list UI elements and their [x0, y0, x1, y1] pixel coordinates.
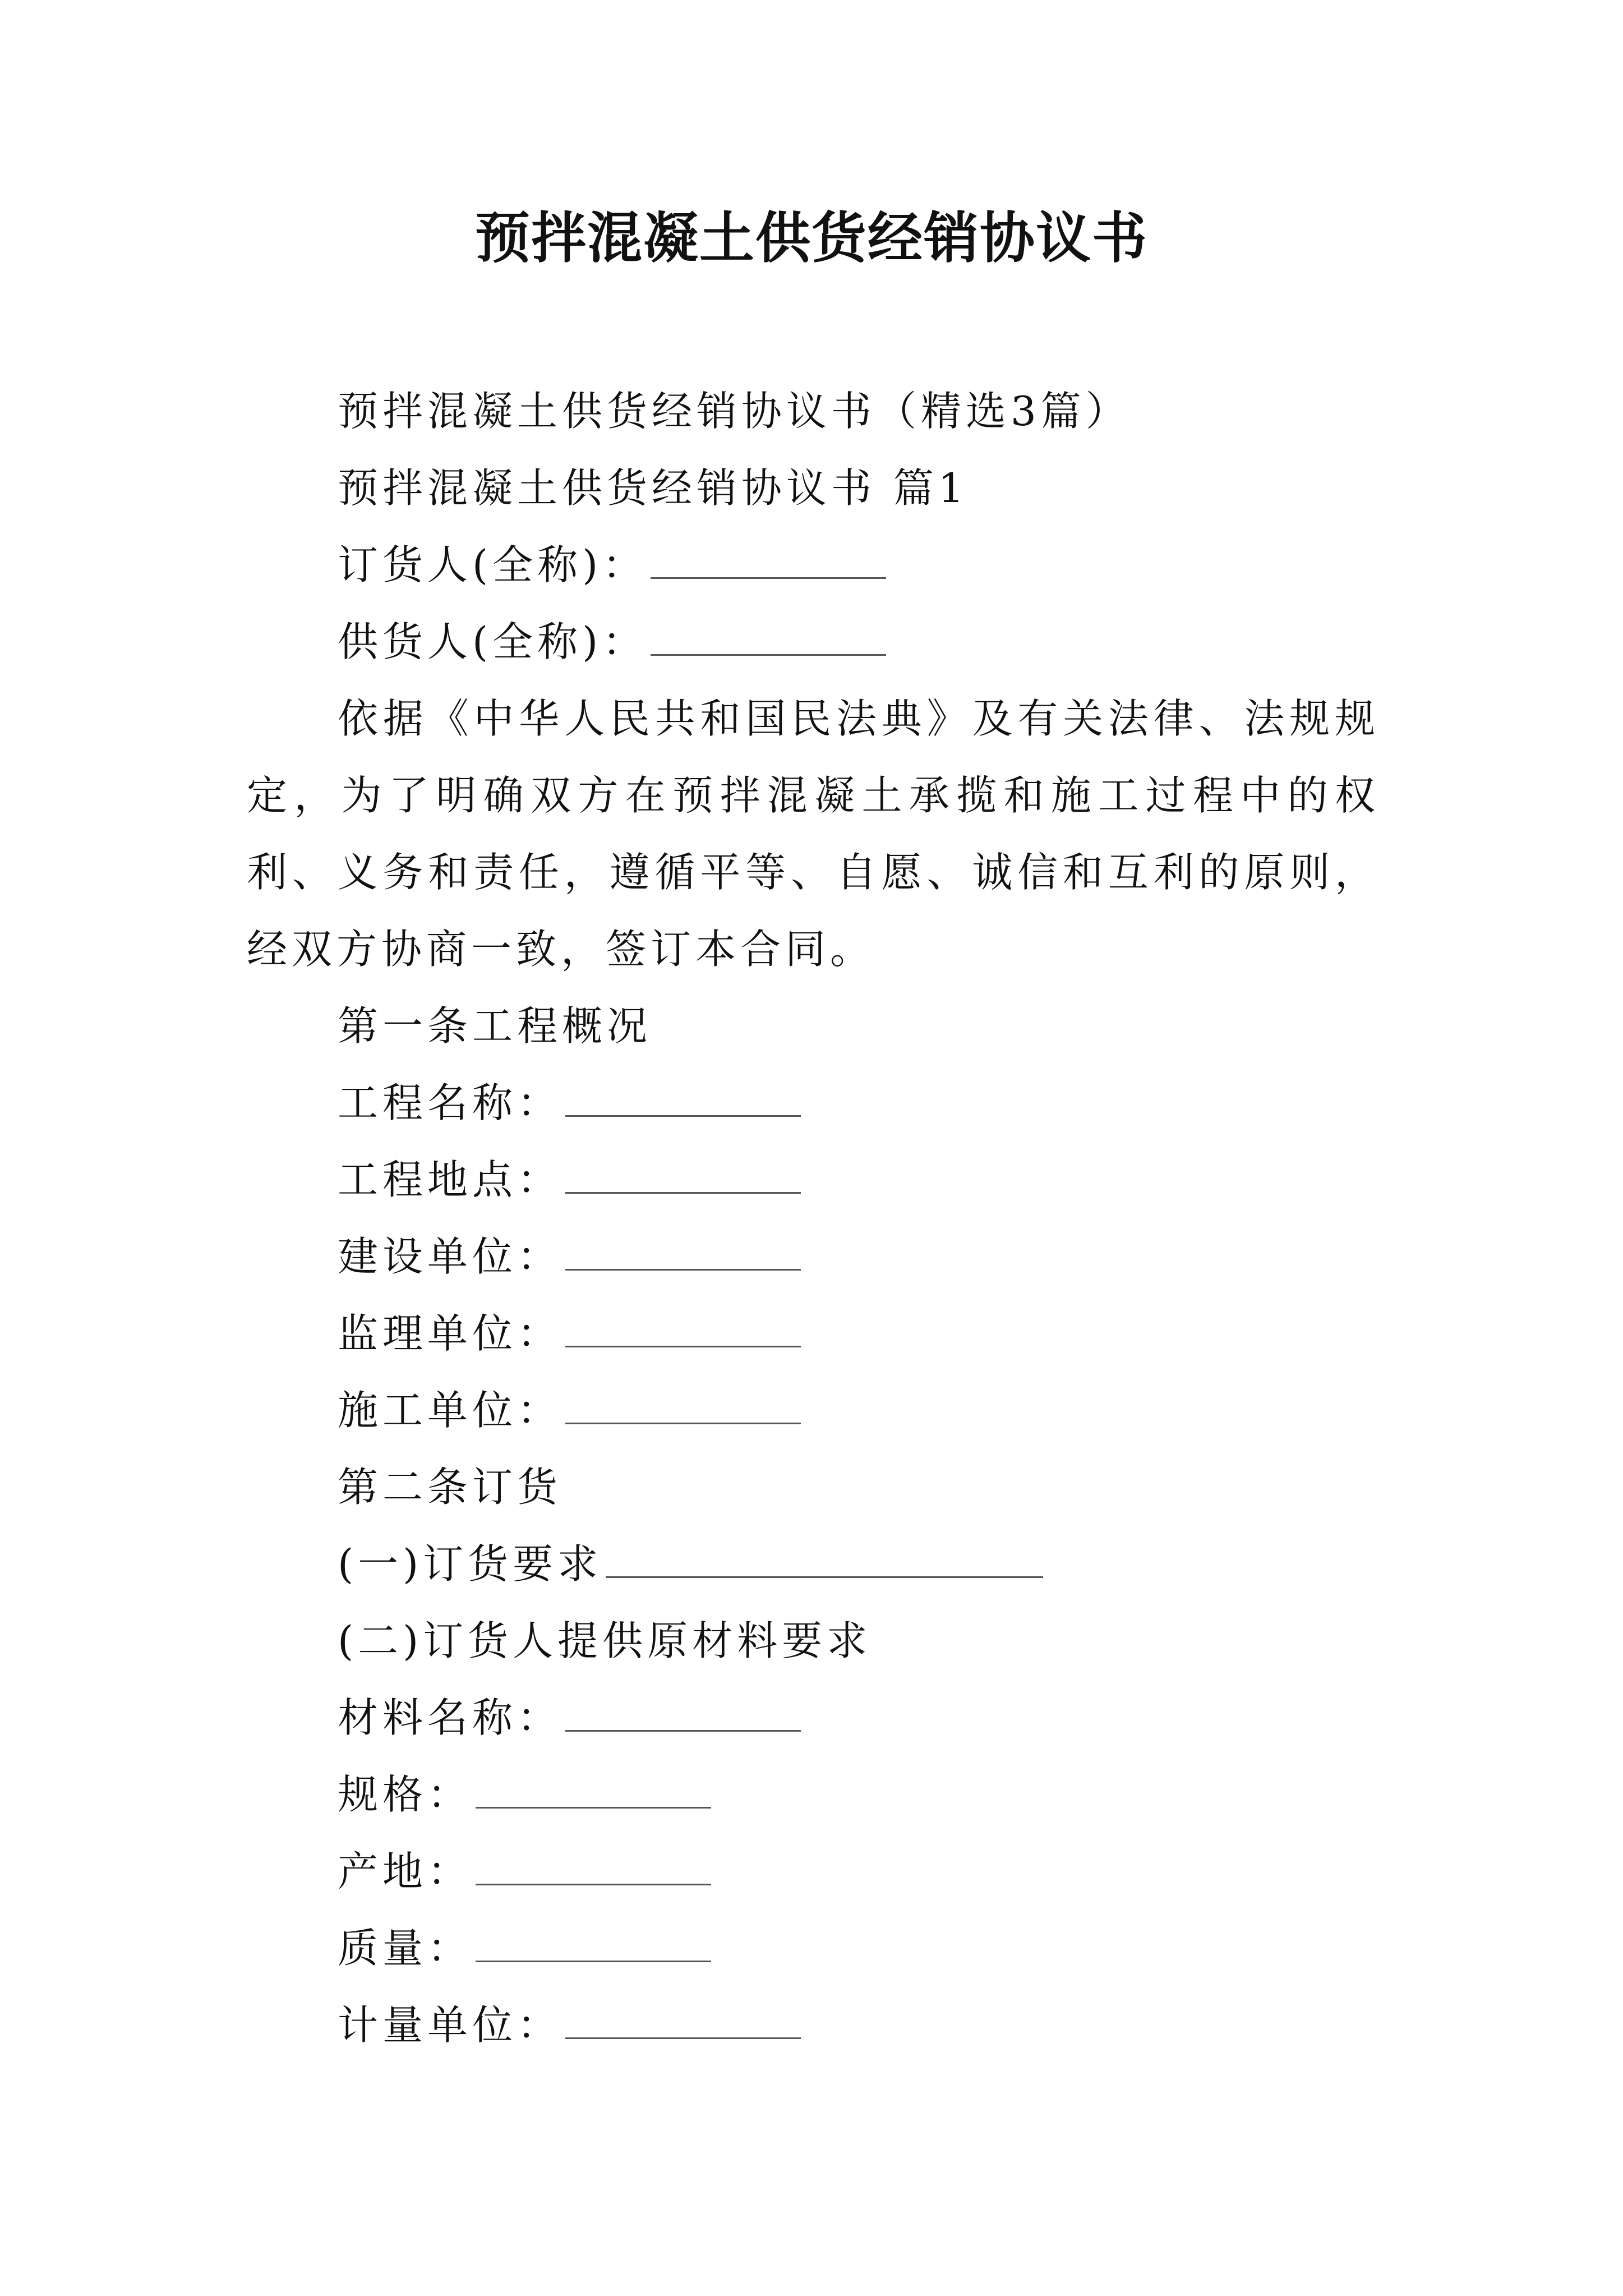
material-requirements-heading: (二)订货人提供原材料要求	[338, 1617, 872, 1664]
field-blank	[476, 1775, 711, 1809]
field-label: 工程地点：	[338, 1156, 562, 1203]
document-body	[247, 373, 1380, 2064]
material-name-line	[247, 1680, 1380, 1756]
specification-line	[247, 1756, 1380, 1833]
preamble-paragraph: 依据《中华人民共和国民法典》及有关法律、法规规定，为了明确双方在预拌混凝土承揽和施工过程中的权利、义务和责任，遵循平等、自愿、诚信和互利的原则，经双方协商一致，签订本合同。	[247, 695, 1380, 973]
field-label: 产地：	[338, 1848, 473, 1895]
field-label: 建设单位：	[338, 1233, 562, 1280]
article1-heading: 第一条工程概况	[338, 1002, 652, 1050]
field-blank	[565, 1699, 801, 1732]
field-blank	[565, 1084, 801, 1117]
developer-line	[247, 1218, 1380, 1295]
supervisor-line	[247, 1295, 1380, 1372]
unit-line	[247, 1987, 1380, 2064]
field-blank	[476, 1852, 711, 1885]
contractor-line	[247, 1372, 1380, 1449]
field-label: 工程名称：	[338, 1079, 562, 1126]
buyer-label: 订货人(全称)：	[338, 541, 648, 588]
field-label: 材料名称：	[338, 1694, 562, 1741]
project-name-line	[247, 1065, 1380, 1142]
field-label: 质量：	[338, 1925, 473, 1972]
buyer-blank	[651, 546, 886, 579]
document-title: 预拌混凝土供货经销协议书	[474, 206, 1148, 270]
field-blank	[565, 1237, 801, 1271]
project-location-line	[247, 1142, 1380, 1218]
field-label: 监理单位：	[338, 1310, 562, 1357]
section-heading: 预拌混凝土供货经销协议书 篇1	[338, 464, 969, 512]
field-label: 施工单位：	[338, 1387, 562, 1434]
origin-line	[247, 1833, 1380, 1910]
order-requirements-line	[247, 1526, 1380, 1603]
document-subtitle: 预拌混凝土供货经销协议书（精选3篇）	[338, 388, 1131, 435]
buyer-line	[247, 527, 1380, 604]
field-label: 规格：	[338, 1771, 473, 1818]
field-blank	[565, 2006, 801, 2039]
supplier-blank	[651, 623, 886, 656]
article2-heading: 第二条订货	[338, 1464, 562, 1511]
field-blank	[565, 1161, 801, 1194]
field-blank	[476, 1929, 711, 1962]
field-blank	[565, 1391, 801, 1424]
field-label: 计量单位：	[338, 2001, 562, 2049]
order-requirements-blank	[606, 1545, 1043, 1578]
field-blank	[565, 1314, 801, 1347]
supplier-line	[247, 604, 1380, 680]
quality-line	[247, 1910, 1380, 1987]
supplier-label: 供货人(全称)：	[338, 618, 648, 665]
order-requirements-label: (一)订货要求	[338, 1540, 603, 1588]
